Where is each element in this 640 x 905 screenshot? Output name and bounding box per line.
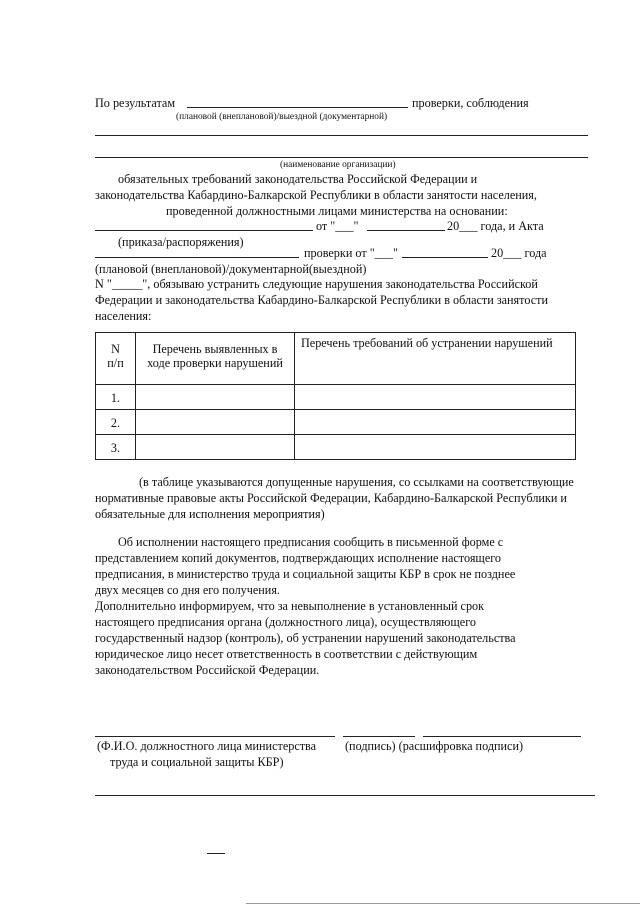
page-edge-line bbox=[246, 903, 640, 904]
signature-caption-name-2: труда и социальной защиты КБР) bbox=[110, 755, 284, 769]
p2-line-5: законодательством Российской Федерации. bbox=[95, 663, 320, 677]
violations-table bbox=[95, 332, 576, 460]
month-blank-2 bbox=[402, 257, 488, 258]
small-dash bbox=[207, 853, 225, 854]
type-caption-2: (плановой (внеплановой)/документарной(выездной) bbox=[95, 262, 367, 276]
header-requirements bbox=[295, 333, 576, 385]
requirement-cell[interactable] bbox=[295, 410, 576, 435]
p2-line-1: Дополнительно информируем, что за невыполнение в установленный срок bbox=[95, 599, 485, 613]
header-num-text: N п/п bbox=[107, 342, 124, 370]
table-row bbox=[96, 385, 576, 410]
order-caption: (приказа/распоряжения) bbox=[118, 235, 244, 249]
check-from: проверки от "___" bbox=[304, 246, 398, 260]
from-label-1: от "___" bbox=[316, 219, 359, 233]
req-line-1: обязательных требований законодательства Российской Федерации и bbox=[118, 172, 478, 186]
header-num bbox=[96, 333, 136, 385]
bottom-rule bbox=[95, 795, 595, 796]
note-line-2: нормативные правовые акты Российской Федерации, Кабардино-Балкарской Республики и bbox=[95, 491, 567, 505]
intro-label: По результатам bbox=[95, 96, 176, 110]
row-num: 1. bbox=[110, 391, 121, 405]
violation-cell[interactable] bbox=[136, 435, 295, 460]
p1-line-3: предписания, в министерство труда и социальной защиты КБР в срок не позднее bbox=[95, 567, 516, 581]
p2-line-2: настоящего предписания органа (должностного лица), осуществляющего bbox=[95, 615, 476, 629]
row-num-cell bbox=[96, 435, 136, 460]
p1-line-4: двух месяцев со дня его получения. bbox=[95, 583, 280, 597]
year-act: 20___ года, и Акта bbox=[447, 219, 544, 233]
signature-decode-line bbox=[423, 736, 581, 737]
signature-caption-sign: (подпись) (расшифровка подписи) bbox=[345, 739, 524, 753]
note-line-1: (в таблице указываются допущенные нарушения, со ссылками на соответствующие bbox=[139, 475, 574, 489]
row-num: 3. bbox=[110, 441, 121, 455]
header-requirements-text: Перечень требований об устранении нарушений bbox=[301, 336, 553, 350]
table-header-row bbox=[96, 333, 576, 385]
check-type-blank bbox=[187, 107, 408, 108]
p1-line-1: Об исполнении настоящего предписания сообщить в письменной форме с bbox=[118, 535, 504, 549]
p1-line-2: представлением копий документов, подтверждающих исполнение настоящего bbox=[95, 551, 502, 565]
row-num-cell bbox=[96, 410, 136, 435]
month-blank-1 bbox=[367, 230, 445, 231]
violation-cell[interactable] bbox=[136, 385, 295, 410]
oblige-line-3: населения: bbox=[95, 309, 152, 323]
p2-line-4: юридическое лицо несет ответственность в соответствии с действующим bbox=[95, 647, 478, 661]
requirement-cell[interactable] bbox=[295, 385, 576, 410]
note-line-3: обязательные для исполнения мероприятия) bbox=[95, 507, 325, 521]
order-blank bbox=[95, 230, 313, 231]
p2-line-3: государственный надзор (контроль), об устранении нарушений законодательства bbox=[95, 631, 516, 645]
row-num: 2. bbox=[110, 416, 121, 430]
check-type-caption: (плановой (внеплановой)/выездной (документарной) bbox=[176, 112, 388, 122]
table-row bbox=[96, 410, 576, 435]
req-line-2: законодательства Кабардино-Балкарской Республики в области занятости населения, bbox=[95, 188, 537, 202]
org-caption: (наименование организации) bbox=[280, 160, 396, 170]
act-number-blank bbox=[95, 257, 299, 258]
requirement-cell[interactable] bbox=[295, 435, 576, 460]
oblige-line-1: N "_____", обязываю устранить следующие нарушения законодательства Российской bbox=[95, 277, 538, 291]
row-num-cell bbox=[96, 385, 136, 410]
org-line-2 bbox=[95, 157, 588, 158]
violation-cell[interactable] bbox=[136, 410, 295, 435]
signature-caption-name-1: (Ф.И.О. должностного лица министерства bbox=[97, 739, 317, 753]
org-line-1 bbox=[95, 135, 588, 136]
oblige-line-2: Федерации и законодательства Кабардино-Балкарской Республики в области занятости bbox=[95, 293, 548, 307]
signature-sign-line bbox=[343, 736, 415, 737]
intro-suffix: проверки, соблюдения bbox=[412, 96, 529, 110]
table-row bbox=[96, 435, 576, 460]
year-2: 20___ года bbox=[491, 246, 547, 260]
req-line-3: проведенной должностными лицами министерства на основании: bbox=[166, 204, 508, 218]
signature-name-line bbox=[95, 736, 335, 737]
header-violations-text: Перечень выявленных в ходе проверки нарушений bbox=[147, 342, 283, 370]
header-violations bbox=[136, 333, 295, 385]
